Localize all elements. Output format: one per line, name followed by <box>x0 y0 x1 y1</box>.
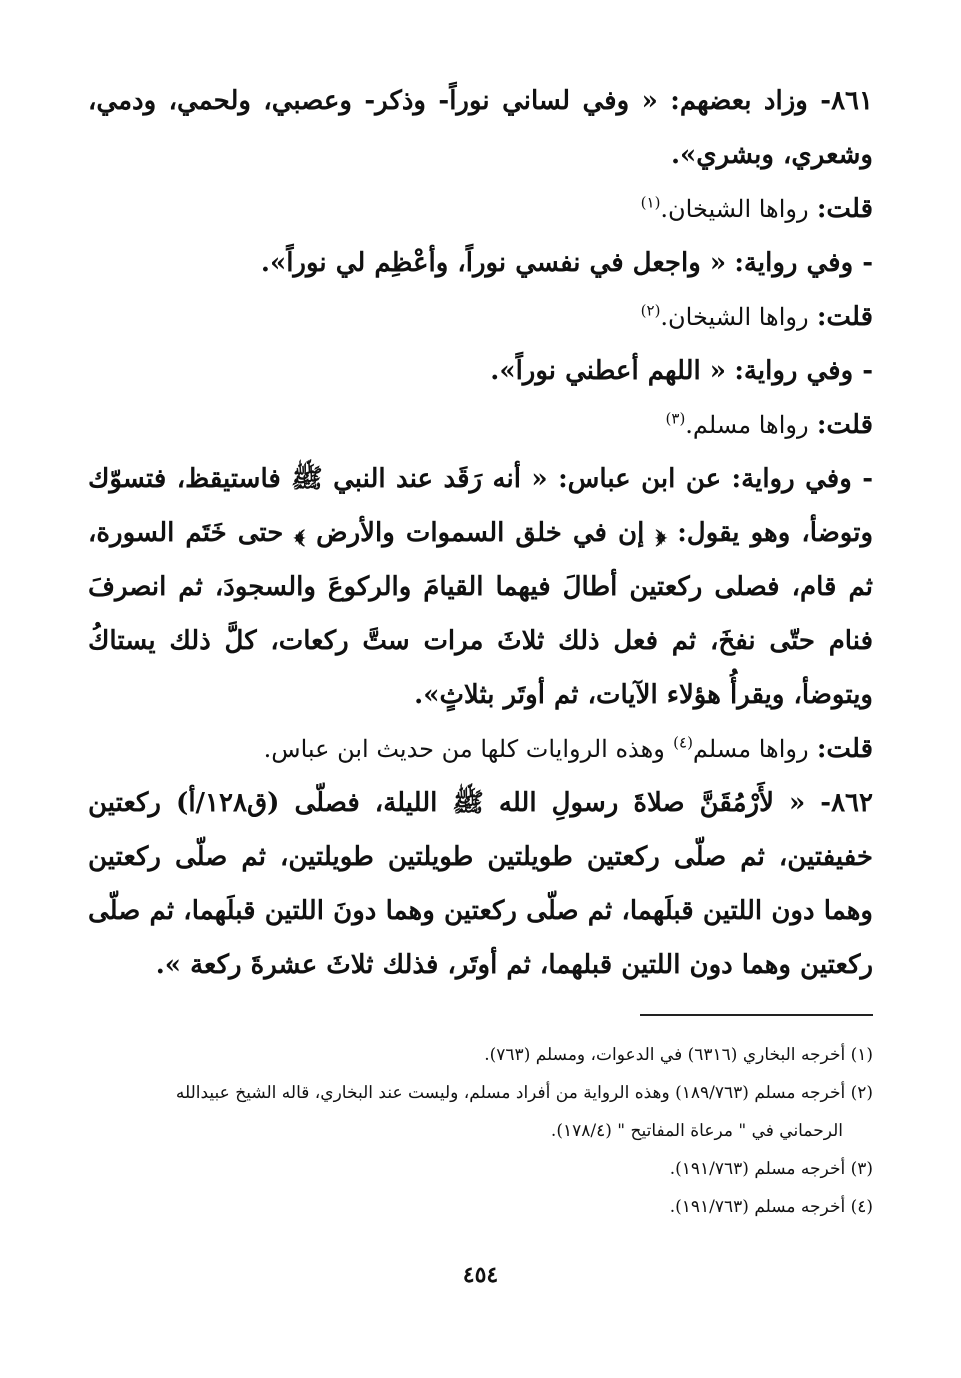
footnote-ref: (٢) <box>640 301 661 320</box>
footnote-4: (٤) أخرجه مسلم (١٩١/٧٦٣). <box>669 1197 873 1217</box>
note-text: رواها الشيخان. <box>660 303 809 331</box>
riwaya-line-1 <box>88 236 873 290</box>
note-line-4 <box>88 722 873 776</box>
note-label: قلت: <box>816 302 873 332</box>
note-text: رواها مسلم <box>692 735 809 763</box>
note-label: قلت: <box>816 410 873 440</box>
note-text: رواها مسلم. <box>685 411 809 439</box>
note-label: قلت: <box>816 734 873 764</box>
hadith-861: ٨٦١- وزاد بعضهم: « وفي لساني نوراً- وذكر- وعصبي، ولحمي، ودمي، وشعري، وبشري». <box>88 86 873 170</box>
riwaya-quote: « واجعل في نفسي نوراً، وأعْظِم لي نوراً». <box>260 248 727 278</box>
riwaya-prefix: - وفي رواية: <box>734 356 873 386</box>
hadith-862: ٨٦٢- « لأَرْمُقَنَّ صلاةَ رسولِ الله ﷺ الليلة، فصلّى (ق١٢٨/أ) ركعتين خفيفتين، ثم صلّى ركعتين طويلتين طويلتين طويلتين، ثم صلّى ركعتين وهما دون اللتين قبلَهما، ثم صلّى ركعتين وهما دونَ اللتين قبلَهما، ثم صلّى ركعتين وهما دون اللتين قبلهما، ثم أوتَر، فذلك ثلاثَ عشرةَ ركعة ». <box>88 788 873 980</box>
footnote-divider <box>640 1014 873 1016</box>
riwaya-ibn-abbas: - وفي رواية: عن ابن عباس: « أنه رَقَد عند النبي ﷺ فاستيقظ، فتسوّك وتوضأ، وهو يقول: ﴿ إن في خلق السموات والأرض ﴾ حتى خَتَم السورة، ثم قام، فصلى ركعتين أطالَ فيهما القيامَ والركوعَ والسجودَ، ثم انصرفَ فنام حتّى نفخَ، ثم فعل ذلك ثلاثَ مرات ستَّ ركعات، كلَّ ذلك يستاكُ ويتوضأ، ويقرأُ هؤلاء الآيات، ثم أوتَر بثلاثٍ». <box>88 464 873 710</box>
note-line-3 <box>88 398 873 452</box>
note-text-cont: وهذه الروايات كلها من حديث ابن عباس. <box>263 735 665 763</box>
note-label: قلت: <box>816 194 873 224</box>
page-body <box>88 74 873 992</box>
footnote-2-cont: الرحماني في " مرعاة المفاتيح " (١٧٨/٤). <box>550 1121 843 1141</box>
page-number: ٤٥٤ <box>462 1262 499 1288</box>
riwaya-quote: « اللهم أعطني نوراً». <box>490 356 727 386</box>
note-text: رواها الشيخان. <box>660 195 809 223</box>
footnote-2: (٢) أخرجه مسلم (١٨٩/٧٦٣) وهذه الرواية من أفراد مسلم، وليست عند البخاري، قاله الشيخ عبيدالله <box>175 1083 873 1103</box>
riwaya-prefix: - وفي رواية: <box>734 248 873 278</box>
note-line-1 <box>88 182 873 236</box>
footnote-1: (١) أخرجه البخاري (٦٣١٦) في الدعوات، ومسلم (٧٦٣). <box>484 1045 873 1065</box>
footnote-ref: (٤) <box>673 733 693 752</box>
footnote-ref: (١) <box>640 193 661 212</box>
footnote-ref: (٣) <box>665 409 686 428</box>
footnote-3: (٣) أخرجه مسلم (١٩١/٧٦٣). <box>669 1159 873 1179</box>
note-line-2 <box>88 290 873 344</box>
footnotes <box>88 1036 873 1226</box>
riwaya-line-2 <box>88 344 873 398</box>
